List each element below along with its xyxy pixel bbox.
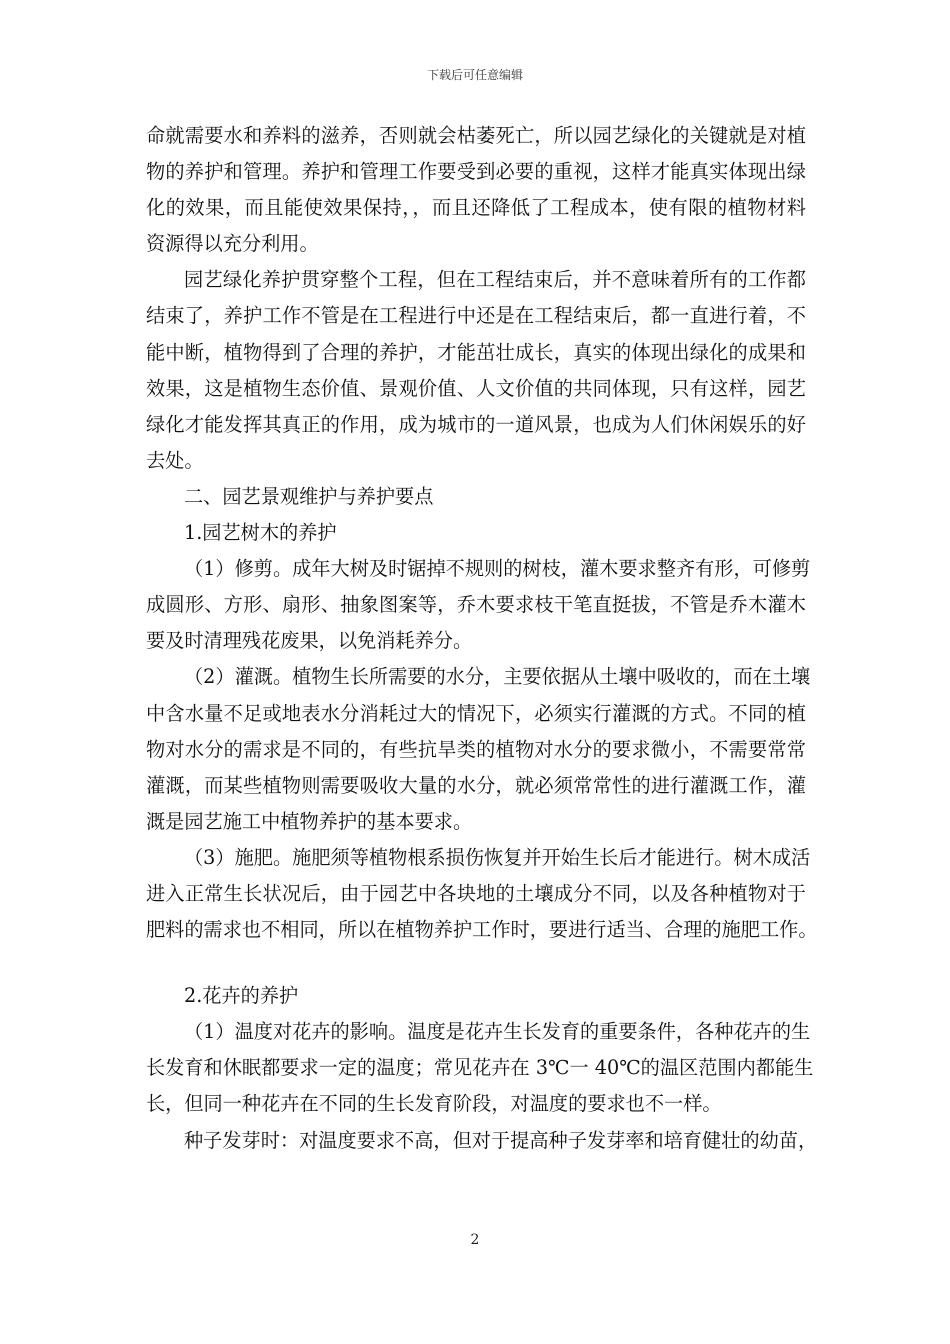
paragraph	[146, 118, 806, 262]
text-line: （1）修剪。成年大树及时锯掉不规则的树枝，灌木要求整齐有形，可修剪	[184, 557, 811, 581]
text-line: （3）施肥。施肥须等植物根系损伤恢复并开始生长后才能进行。树木成活	[184, 845, 811, 869]
text-line: 中含水量不足或地表水分消耗过大的情况下，必须实行灌溉的方式。不同的植	[146, 701, 806, 725]
paragraph	[146, 840, 818, 948]
text-line: 长发育和休眠都要求一定的温度；常见花卉在 3℃一 40℃的温区范围内都能生	[146, 1056, 814, 1080]
paragraph	[146, 551, 811, 659]
text-line: 1.园艺树木的养护	[184, 521, 337, 545]
text-line: 物的养护和管理。养护和管理工作要受到必要的重视，这样才能真实体现出绿	[146, 160, 806, 184]
text-line: 进入正常生长状况后，由于园艺中各块地的土壤成分不同，以及各种植物对于	[146, 881, 806, 905]
paragraph	[146, 1014, 814, 1122]
text-line: （2）灌溉。植物生长所需要的水分，主要依据从土壤中吸收的，而在土壤	[184, 665, 811, 689]
section-heading	[146, 479, 806, 515]
paragraph-gap	[146, 948, 806, 978]
text-line: 成圆形、方形、扇形、抽象图案等，乔木要求枝干笔直挺拔，不管是乔木灌木	[146, 593, 806, 617]
text-line: 资源得以充分利用。	[146, 232, 319, 256]
paragraph	[146, 1123, 818, 1159]
text-line: 园艺绿化养护贯穿整个工程，但在工程结束后，并不意味着所有的工作都	[184, 268, 806, 292]
text-line: 要及时清理残花废果，以免消耗养分。	[146, 629, 473, 653]
text-line: 二、园艺景观维护与养护要点	[184, 484, 434, 508]
page-number: 2	[470, 1232, 480, 1248]
page-header: 下载后可任意编辑	[426, 68, 523, 82]
text-line: 结束了，养护工作不管是在工程进行中还是在工程结束后，都一直进行着，不	[146, 304, 806, 328]
text-line: 长，但同一种花卉在不同的生长发育阶段，对温度的要求也不一样。	[146, 1092, 722, 1116]
text-line: 种子发芽时：对温度要求不高，但对于提高种子发芽率和培育健壮的幼苗，	[184, 1128, 818, 1152]
text-line: 物对水分的需求是不同的，有些抗旱类的植物对水分的要求微小，不需要常常	[146, 737, 806, 761]
paragraph	[146, 262, 806, 479]
text-line: 能中断，植物得到了合理的养护，才能茁壮成长，真实的体现出绿化的成果和	[146, 340, 806, 364]
text-line: 效果，这是植物生态价值、景观价值、人文价值的共同体现，只有这样，园艺	[146, 376, 806, 400]
text-line: 灌溉，而某些植物则需要吸收大量的水分，就必须常常性的进行灌溉工作，灌	[146, 773, 806, 797]
text-line: 去处。	[146, 448, 204, 472]
text-line: 溉是园艺施工中植物养护的基本要求。	[146, 809, 473, 833]
subsection-heading	[146, 978, 806, 1014]
text-line: 肥料的需求也不相同，所以在植物养护工作时，要进行适当、合理的施肥工作。	[146, 918, 818, 942]
text-line: （1）温度对花卉的影响。温度是花卉生长发育的重要条件，各种花卉的生	[184, 1020, 811, 1044]
subsection-heading	[146, 515, 806, 551]
text-line: 命就需要水和养料的滋养，否则就会枯萎死亡，所以园艺绿化的关键就是对植	[146, 124, 806, 147]
document-body	[146, 118, 818, 1159]
text-line: 绿化才能发挥其真正的作用，成为城市的一道风景，也成为人们休闲娱乐的好	[146, 412, 806, 436]
paragraph	[146, 659, 811, 839]
text-line: 2.花卉的养护	[184, 984, 299, 1008]
text-line: 化的效果，而且能使效果保持，，而且还降低了工程成本，使有限的植物材料	[146, 196, 806, 220]
